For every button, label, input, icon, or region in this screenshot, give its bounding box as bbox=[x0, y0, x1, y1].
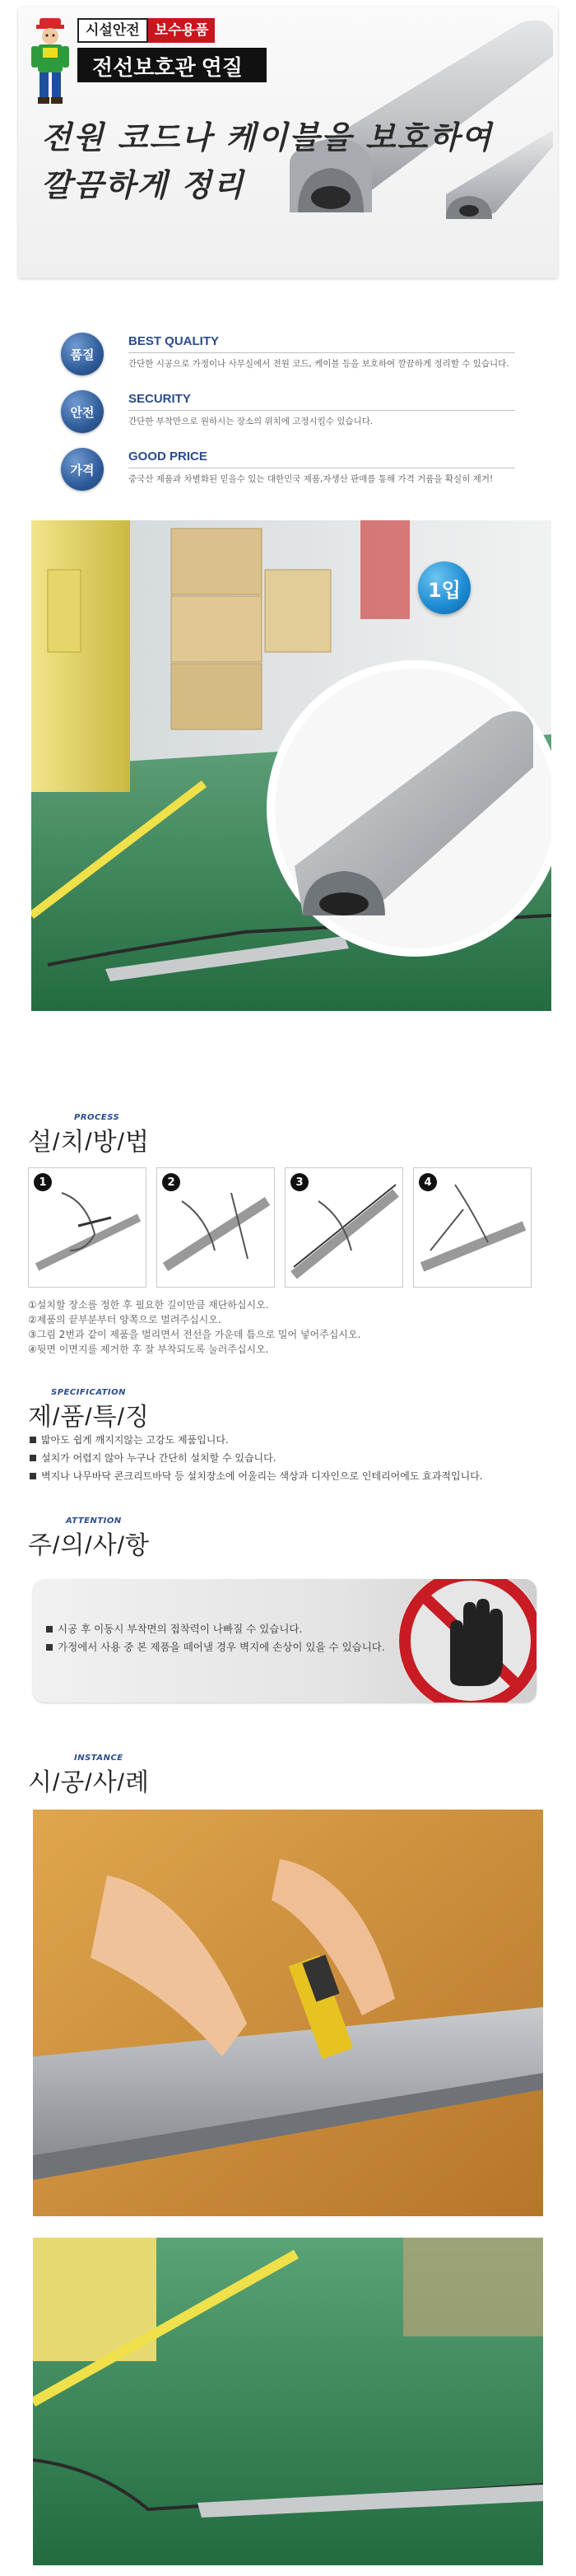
feature-quality bbox=[61, 333, 522, 382]
step-number: 1 bbox=[34, 1173, 52, 1191]
feature-badge: 품질 bbox=[61, 333, 104, 375]
attention-item: 시공 후 이동시 부착면의 접착력이 나빠질 수 있습니다. bbox=[44, 1620, 385, 1638]
attention-list bbox=[44, 1620, 385, 1656]
feature-heading: BEST QUALITY bbox=[128, 334, 220, 348]
feature-price bbox=[61, 448, 522, 497]
process-step-text: ②제품의 끝부분부터 양쪽으로 벌려주십시오. bbox=[28, 1314, 221, 1325]
attention-title-en: ATTENTION bbox=[66, 1516, 122, 1526]
process-step-text: ③그림 2번과 같이 제품을 벌리면서 전선을 가운데 틈으로 밀어 넣어주십시오. bbox=[28, 1329, 361, 1340]
product-title: 전선보호관 연질 bbox=[92, 55, 244, 80]
process-step-text: ④뒷면 이면지를 제거한 후 잘 부착되도록 눌러주십시오. bbox=[28, 1344, 269, 1355]
category-tag-secondary: 보수용품 bbox=[148, 18, 216, 43]
hero-banner bbox=[18, 7, 558, 278]
process-title: 설/치/방/법 bbox=[28, 1129, 150, 1156]
divider bbox=[128, 410, 515, 411]
handwriting-line-1: 전원 코드나 케이블을 보호하여 bbox=[41, 119, 493, 156]
process-step-3 bbox=[285, 1167, 403, 1288]
feature-security bbox=[61, 390, 522, 440]
process-steps-list bbox=[28, 1297, 360, 1357]
quantity-badge: 1입 bbox=[418, 561, 471, 614]
attention-title: 주/의/사/항 bbox=[28, 1532, 150, 1559]
feature-heading: SECURITY bbox=[128, 392, 191, 406]
spec-list bbox=[28, 1431, 483, 1485]
handwriting-line-2: 깔끔하게 정리 bbox=[41, 166, 245, 203]
stop-hand-icon bbox=[372, 1579, 537, 1703]
feature-badge: 가격 bbox=[61, 448, 104, 491]
feature-badge: 안전 bbox=[61, 390, 104, 433]
category-tag-primary: 시설안전 bbox=[77, 18, 148, 43]
spec-item: 밟아도 쉽게 깨지지않는 고강도 제품입니다. bbox=[28, 1431, 483, 1449]
spec-title-en: SPECIFICATION bbox=[51, 1388, 127, 1397]
spec-item: 설치가 어렵지 않아 누구나 간단히 설치할 수 있습니다. bbox=[28, 1449, 483, 1467]
attention-item: 가정에서 사용 중 본 제품을 떼어낼 경우 벽지에 손상이 있을 수 있습니다. bbox=[44, 1638, 385, 1656]
product-photo bbox=[31, 520, 551, 1011]
feature-text: 간단한 부착만으로 원하시는 장소의 위치에 고정시킬수 있습니다. bbox=[128, 417, 374, 426]
process-step-text: ①설치할 장소를 정한 후 필요한 길이만큼 재단하십시오. bbox=[28, 1299, 269, 1311]
spec-item: 벽지나 나무바닥 콘크리트바닥 등 설치장소에 어울리는 색상과 디자인으로 인테리어에도 효과적입니다. bbox=[28, 1467, 483, 1485]
step-number: 3 bbox=[290, 1173, 309, 1191]
feature-text: 중국산 제품과 차별화된 믿을수 있는 대한민국 제품,자생산 판매를 통해 가격 거품을 확실히 제거! bbox=[128, 474, 494, 484]
step-number: 2 bbox=[162, 1173, 180, 1191]
process-title-en: PROCESS bbox=[74, 1113, 120, 1122]
installation-photo bbox=[33, 1810, 543, 2216]
instance-title-en: INSTANCE bbox=[74, 1754, 123, 1763]
process-step-1 bbox=[28, 1167, 146, 1288]
process-step-4 bbox=[413, 1167, 532, 1288]
feature-heading: GOOD PRICE bbox=[128, 450, 207, 463]
instance-title: 시/공/사/례 bbox=[28, 1769, 150, 1796]
divider bbox=[128, 352, 515, 353]
spec-title: 제/품/특/징 bbox=[28, 1404, 150, 1431]
feature-text: 간단한 시공으로 가정이나 사무실에서 전원 코드, 케이블 등을 보호하여 깔끔하게 정리할 수 있습니다. bbox=[128, 359, 509, 369]
installed-floor-photo bbox=[33, 2238, 543, 2565]
step-number: 4 bbox=[419, 1173, 437, 1191]
process-step-2 bbox=[156, 1167, 275, 1288]
